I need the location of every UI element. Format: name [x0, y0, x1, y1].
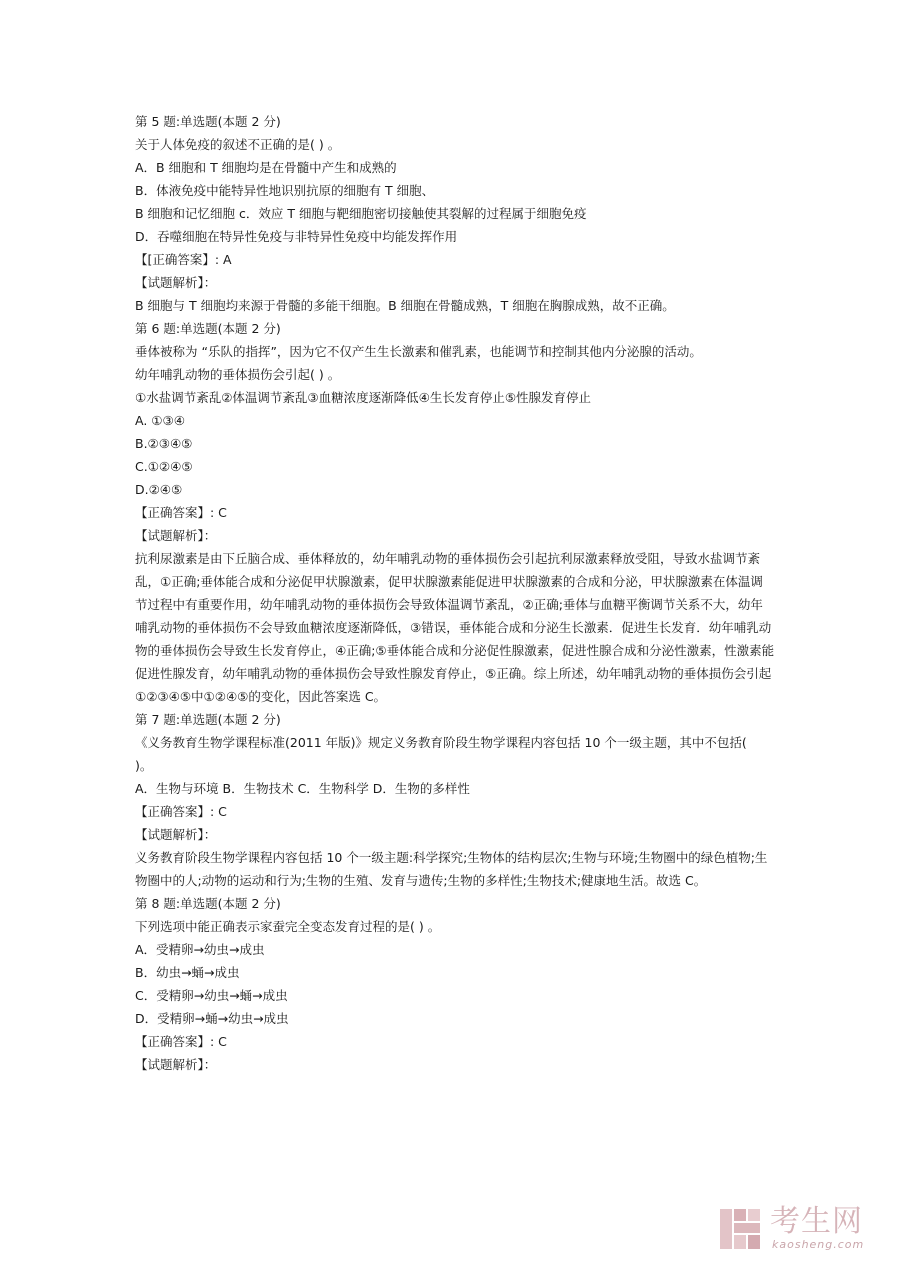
- q8-stem: 下列选项中能正确表示家蚕完全变态发育过程的是( ) 。: [135, 919, 441, 934]
- q5-option-b-c: B 细胞和记忆细胞 c．效应 T 细胞与靶细胞密切接触使其裂解的过程属于细胞免疫: [135, 206, 587, 221]
- q8-analysis-label: 【试题解析】：: [135, 1057, 217, 1072]
- q7-stem: 《义务教育生物学课程标准(2011 年版)》规定义务教育阶段生物学课程内容包括 10 个一级主题，其中不包括( )。: [135, 735, 764, 773]
- kaosheng-logo: [718, 1205, 883, 1255]
- q5-explanation: B 细胞与 T 细胞均来源于骨髓的多能干细胞。B 细胞在骨髓成熟，T 细胞在胸腺成熟，故不正确。: [135, 298, 675, 313]
- q7-explanation: 义务教育阶段生物学课程内容包括 10 个一级主题:科学探究;生物体的结构层次;生物与环境;生物圈中的绿色植物;生物圈中的人;动物的运动和行为;生物的生殖、发育与遗传;生物的多样性;生物技术;健康地生活。故选 C。: [135, 850, 768, 888]
- q5-title: 第 5 题:单选题(本题 2 分): [135, 114, 281, 129]
- q6-explanation: 抗利尿激素是由下丘脑合成、垂体释放的，幼年哺乳动物的垂体损伤会引起抗利尿激素释放受阻，导致水盐调节紊乱，①正确;垂体能合成和分泌促甲状腺激素，促甲状腺激素能促进甲状腺激素的合成和分泌，甲状腺激素在体温调节过程中有重要作用，幼年哺乳动物的垂体损伤会导致体温调节紊乱，②正确;垂体与血糖平衡调节关系不大，幼年哺乳动物的垂体损伤不会导致血糖浓度逐渐降低，③错误，垂体能合成和分泌生长激素．促进生长发育．幼年哺乳动物的垂体损伤会导致生长发育停止，④正确;⑤垂体能合成和分泌促性腺激素，促进性腺合成和分泌性激素，性激素能促进性腺发育，幼年哺乳动物的垂体损伤会导致性腺发育停止，⑤正确。综上所述，幼年哺乳动物的垂体损伤会引起①②③④⑤中①②④⑤的变化，因此答案选 C。: [135, 551, 775, 704]
- document-body: [135, 110, 775, 1076]
- q6-title: 第 6 题:单选题(本题 2 分): [135, 321, 281, 336]
- q6-answer: 【正确答案】: C: [135, 505, 227, 520]
- q5-stem: 关于人体免疫的叙述不正确的是( ) 。: [135, 137, 341, 152]
- q8-option-d: D．受精卵→蛹→幼虫→成虫: [135, 1011, 289, 1026]
- q5-option-a: A．B 细胞和 T 细胞均是在骨髓中产生和成熟的: [135, 160, 397, 175]
- q6-option-a: A. ①③④: [135, 413, 185, 428]
- q7-title: 第 7 题:单选题(本题 2 分): [135, 712, 281, 727]
- q7-answer: 【正确答案】: C: [135, 804, 227, 819]
- q8-answer: 【正确答案】: C: [135, 1034, 227, 1049]
- q6-option-d: D.②④⑤: [135, 482, 183, 497]
- q6-option-c: C.①②④⑤: [135, 459, 193, 474]
- q6-stem-1: 垂体被称为 “乐队的指挥”，因为它不仅产生生长激素和催乳素，也能调节和控制其他内分泌腺的活动。: [135, 344, 702, 359]
- q6-stem-2: 幼年哺乳动物的垂体损伤会引起( ) 。: [135, 367, 341, 382]
- q5-option-d: D．吞噬细胞在特异性免疫与非特异性免疫中均能发挥作用: [135, 229, 458, 244]
- q5-answer: 【[正确答案】: A: [135, 252, 232, 267]
- q8-option-c: C．受精卵→幼虫→蛹→成虫: [135, 988, 288, 1003]
- q7-analysis-label: 【试题解析】：: [135, 827, 217, 842]
- kaosheng-logo-icon: [718, 1205, 762, 1253]
- q5-option-b: B．体液免疫中能特异性地识别抗原的细胞有 T 细胞、: [135, 183, 435, 198]
- q8-option-a: A．受精卵→幼虫→成虫: [135, 942, 265, 957]
- q6-analysis-label: 【试题解析】：: [135, 528, 217, 543]
- kaosheng-logo-title: 考生网: [770, 1204, 863, 1239]
- q6-items: ①水盐调节紊乱②体温调节紊乱③血糖浓度逐渐降低④生长发育停止⑤性腺发育停止: [135, 390, 592, 405]
- q6-option-b: B.②③④⑤: [135, 436, 193, 451]
- q7-options: A．生物与环境 B．生物技术 C．生物科学 D．生物的多样性: [135, 781, 470, 796]
- kaosheng-logo-domain: kaosheng.com: [772, 1238, 865, 1251]
- q8-title: 第 8 题:单选题(本题 2 分): [135, 896, 281, 911]
- q8-option-b: B．幼虫→蛹→成虫: [135, 965, 240, 980]
- q5-analysis-label: 【试题解析】：: [135, 275, 217, 290]
